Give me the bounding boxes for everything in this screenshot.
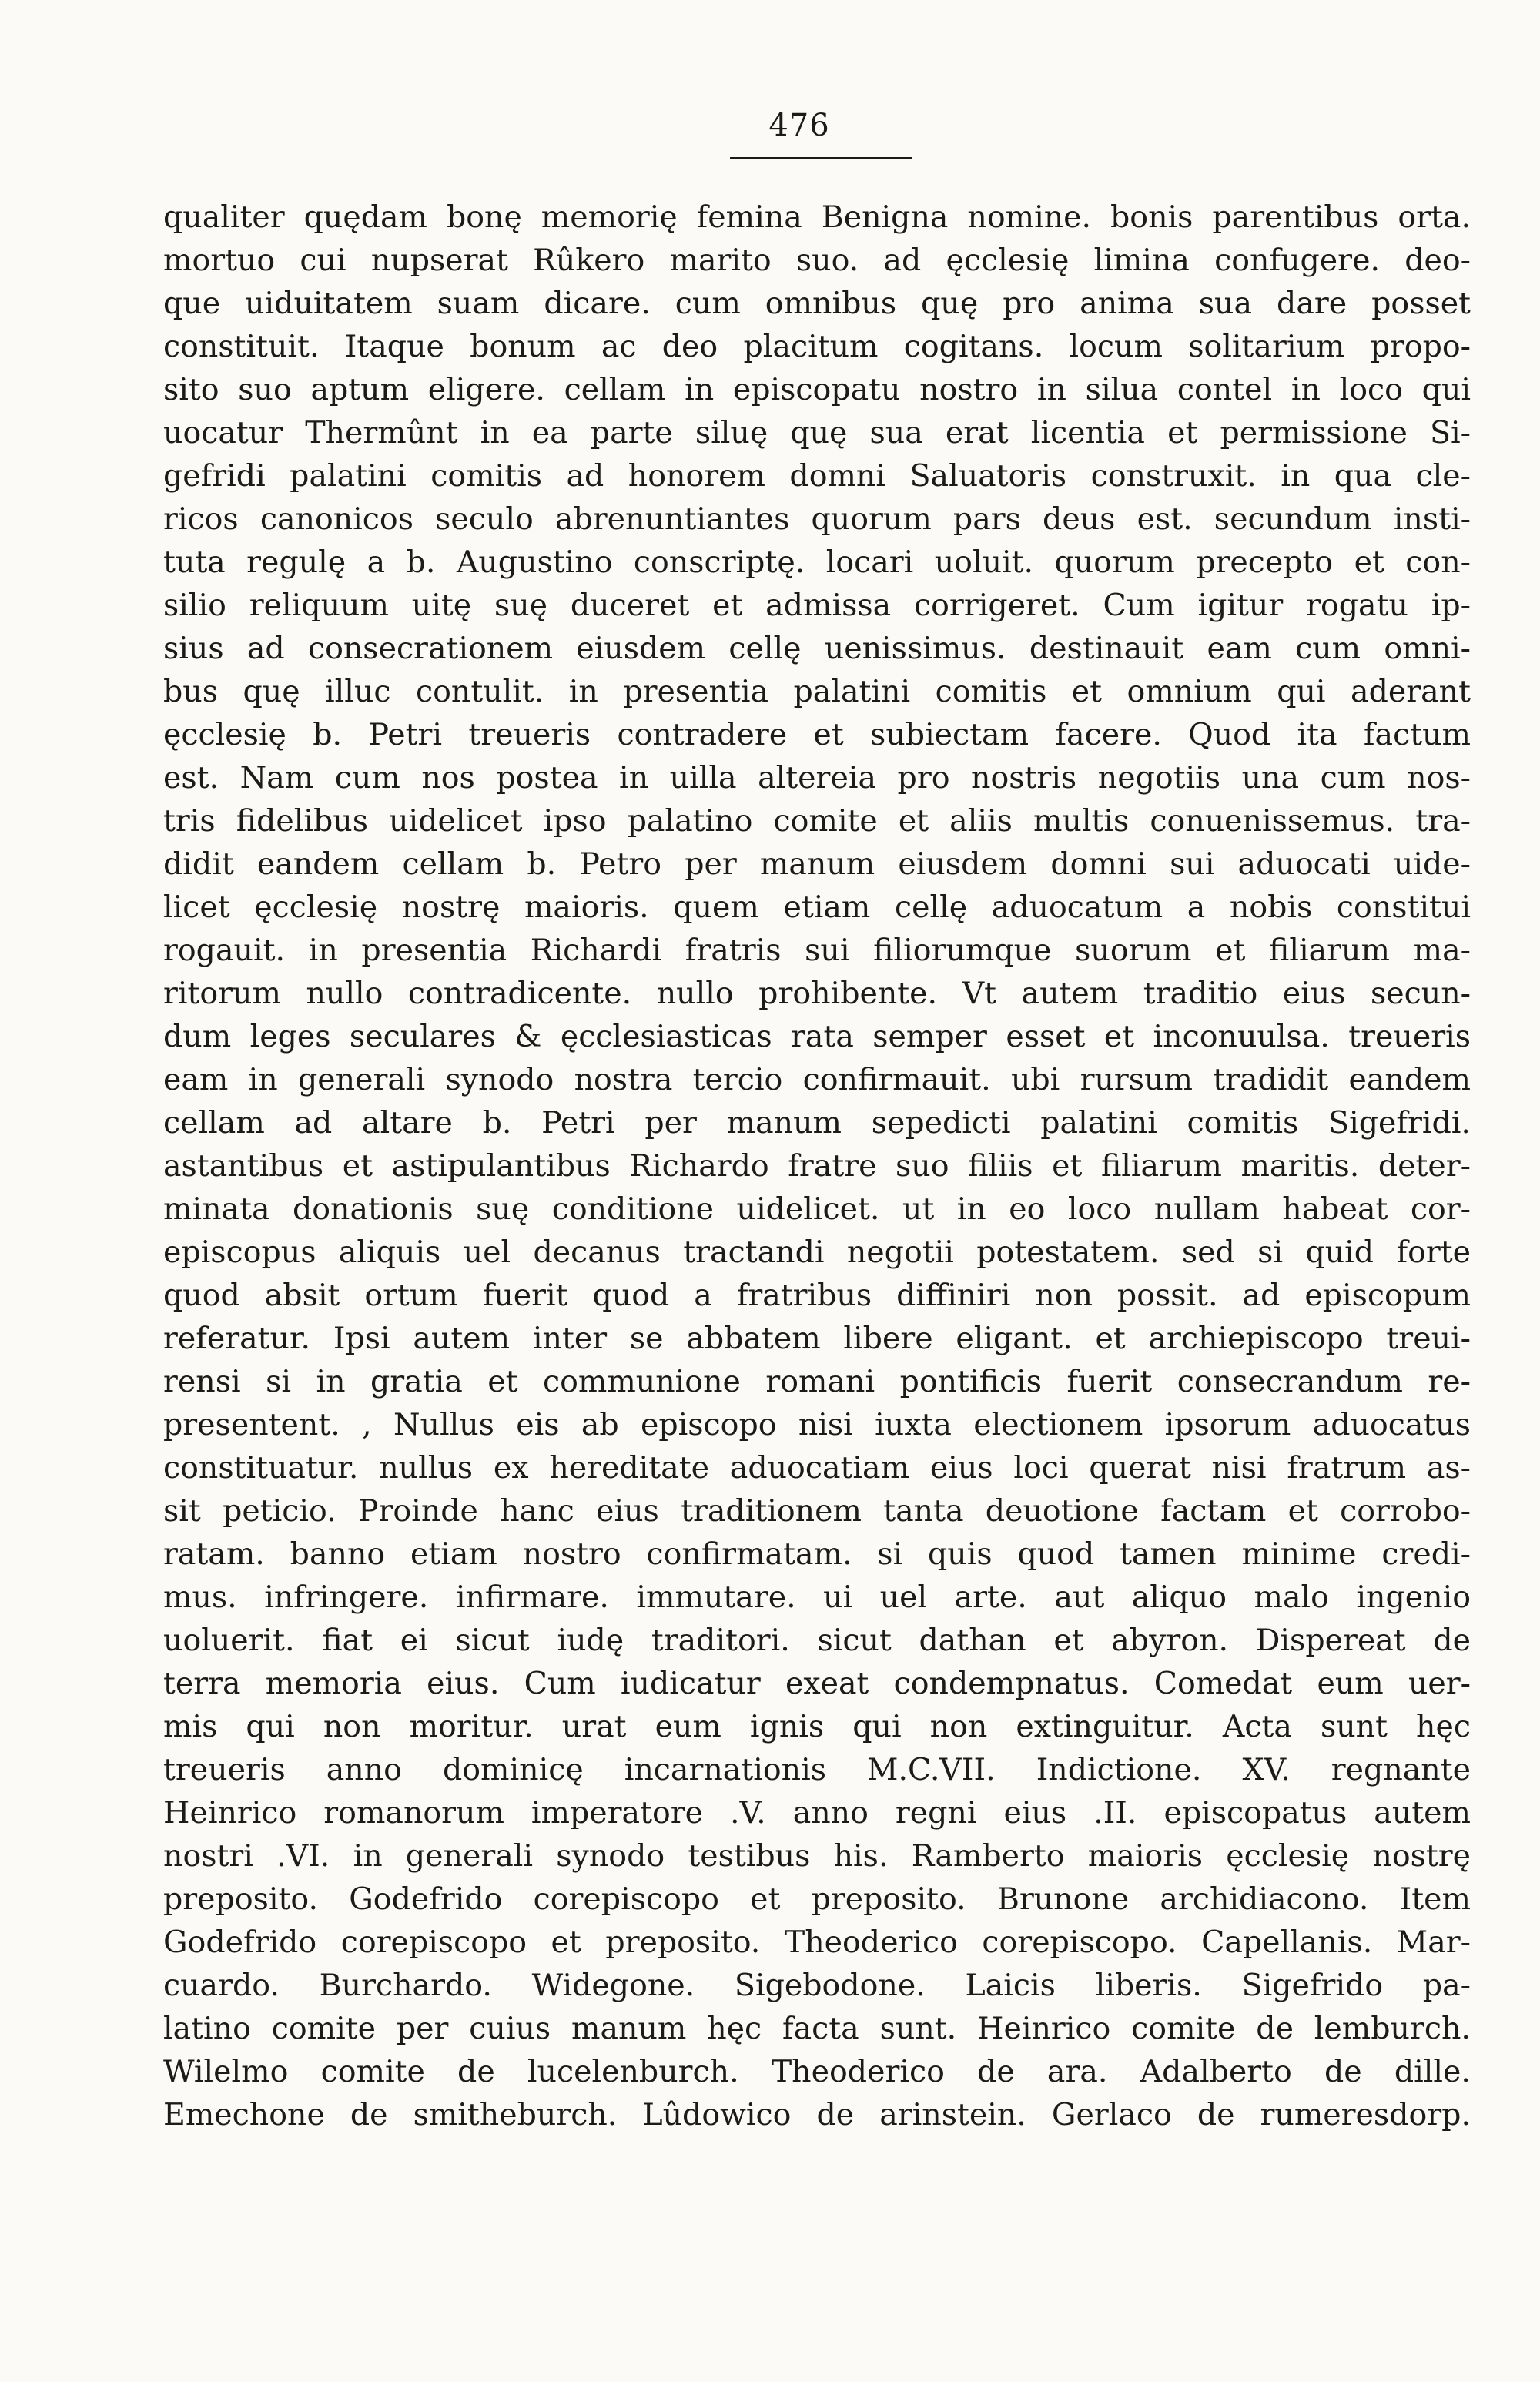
page-number: 476 xyxy=(768,108,830,143)
text-line: licet ęcclesię nostrę maioris. quem etiam cellę aduocatum a nobis constitui xyxy=(163,889,1471,925)
text-line: latino comite per cuius manum hęc facta sunt. Heinrico comite de lemburch. xyxy=(163,2011,1471,2046)
text-line: rensi si in gratia et communione romani pontificis fuerit consecrandum re- xyxy=(163,1364,1471,1399)
text-line: tris fidelibus uidelicet ipso palatino comite et aliis multis conuenissemus. tra- xyxy=(163,803,1471,839)
text-line: mortuo cui nupserat Rûkero marito suo. ad ęcclesię limina confugere. deo- xyxy=(163,243,1471,278)
text-line: minata donationis suę conditione uidelicet. ut in eo loco nullam habeat cor- xyxy=(163,1191,1471,1227)
text-line: cuardo. Burchardo. Widegone. Sigebodone. Laicis liberis. Sigefrido pa- xyxy=(163,1968,1471,2003)
text-line: uocatur Thermûnt in ea parte siluę quę sua erat licentia et permissione Si- xyxy=(163,415,1471,451)
text-line: didit eandem cellam b. Petro per manum eiusdem domni sui aduocati uide- xyxy=(163,846,1471,882)
text-line: eam in generali synodo nostra tercio confirmauit. ubi rursum tradidit eandem xyxy=(163,1062,1471,1097)
text-line: Godefrido corepiscopo et preposito. Theoderico corepiscopo. Capellanis. Mar- xyxy=(163,1925,1471,1960)
text-line: ratam. banno etiam nostro confirmatam. si quis quod tamen minime credi- xyxy=(163,1536,1471,1572)
text-line: presentent. , Nullus eis ab episcopo nisi iuxta electionem ipsorum aduocatus xyxy=(163,1407,1471,1442)
text-line: Heinrico romanorum imperatore .V. anno regni eius .II. episcopatus autem xyxy=(163,1795,1471,1831)
text-line: ritorum nullo contradicente. nullo prohibente. Vt autem traditio eius secun- xyxy=(163,976,1471,1011)
text-line: tuta regulę a b. Augustino conscriptę. locari uoluit. quorum precepto et con- xyxy=(163,544,1471,580)
text-line: referatur. Ipsi autem inter se abbatem libere eligant. et archiepiscopo treui- xyxy=(163,1321,1471,1356)
body-text xyxy=(163,196,1471,2136)
text-line: ęcclesię b. Petri treueris contradere et subiectam facere. Quod ita factum xyxy=(163,717,1471,752)
text-line: cellam ad altare b. Petri per manum sepedicti palatini comitis Sigefridi. xyxy=(163,1105,1471,1141)
text-line: sito suo aptum eligere. cellam in episcopatu nostro in silua contel in loco qui xyxy=(163,372,1471,407)
text-line: que uiduitatem suam dicare. cum omnibus quę pro anima sua dare posset xyxy=(163,286,1471,321)
text-line: qualiter quędam bonę memorię femina Benigna nomine. bonis parentibus orta. xyxy=(163,199,1471,235)
text-line: uoluerit. fiat ei sicut iudę traditori. sicut dathan et abyron. Dispereat de xyxy=(163,1623,1471,1658)
text-line: rogauit. in presentia Richardi fratris sui filiorumque suorum et filiarum ma- xyxy=(163,933,1471,968)
text-line: nostri .VI. in generali synodo testibus his. Ramberto maioris ęcclesię nostrę xyxy=(163,1838,1471,1874)
text-line: sit peticio. Proinde hanc eius traditionem tanta deuotione factam et corrobo- xyxy=(163,1493,1471,1529)
text-line: terra memoria eius. Cum iudicatur exeat condempnatus. Comedat eum uer- xyxy=(163,1666,1471,1701)
text-line: Emechone de smitheburch. Lûdowico de arinstein. Gerlaco de rumeresdorp. xyxy=(163,2097,1471,2132)
text-line: preposito. Godefrido corepiscopo et preposito. Brunone archidiacono. Item xyxy=(163,1881,1471,1917)
text-line: mus. infringere. infirmare. immutare. ui uel arte. aut aliquo malo ingenio xyxy=(163,1580,1471,1615)
text-line: dum leges seculares & ęcclesiasticas rata semper esset et inconuulsa. treueris xyxy=(163,1019,1471,1054)
page-number-rule xyxy=(730,157,912,159)
text-line: treueris anno dominicę incarnationis M.C.VII. Indictione. XV. regnante xyxy=(163,1752,1471,1787)
text-line: est. Nam cum nos postea in uilla altereia pro nostris negotiis una cum nos- xyxy=(163,760,1471,796)
text-line: Wilelmo comite de lucelenburch. Theoderico de ara. Adalberto de dille. xyxy=(163,2054,1471,2089)
text-line: sius ad consecrationem eiusdem cellę uenissimus. destinauit eam cum omni- xyxy=(163,631,1471,666)
text-line: bus quę illuc contulit. in presentia palatini comitis et omnium qui aderant xyxy=(163,674,1471,709)
text-line: constituit. Itaque bonum ac deo placitum cogitans. locum solitarium propo- xyxy=(163,329,1471,364)
text-line: silio reliquum uitę suę duceret et admissa corrigeret. Cum igitur rogatu ip- xyxy=(163,588,1471,623)
text-line: astantibus et astipulantibus Richardo fratre suo filiis et filiarum maritis. deter- xyxy=(163,1148,1471,1184)
text-line: episcopus aliquis uel decanus tractandi negotii potestatem. sed si quid forte xyxy=(163,1235,1471,1270)
text-line: mis qui non moritur. urat eum ignis qui non extinguitur. Acta sunt hęc xyxy=(163,1709,1471,1744)
text-line: constituatur. nullus ex hereditate aduocatiam eius loci querat nisi fratrum as- xyxy=(163,1450,1471,1486)
text-line: gefridi palatini comitis ad honorem domni Saluatoris construxit. in qua cle- xyxy=(163,458,1471,494)
text-line: ricos canonicos seculo abrenuntiantes quorum pars deus est. secundum insti- xyxy=(163,501,1471,537)
text-line: quod absit ortum fuerit quod a fratribus diffiniri non possit. ad episcopum xyxy=(163,1278,1471,1313)
